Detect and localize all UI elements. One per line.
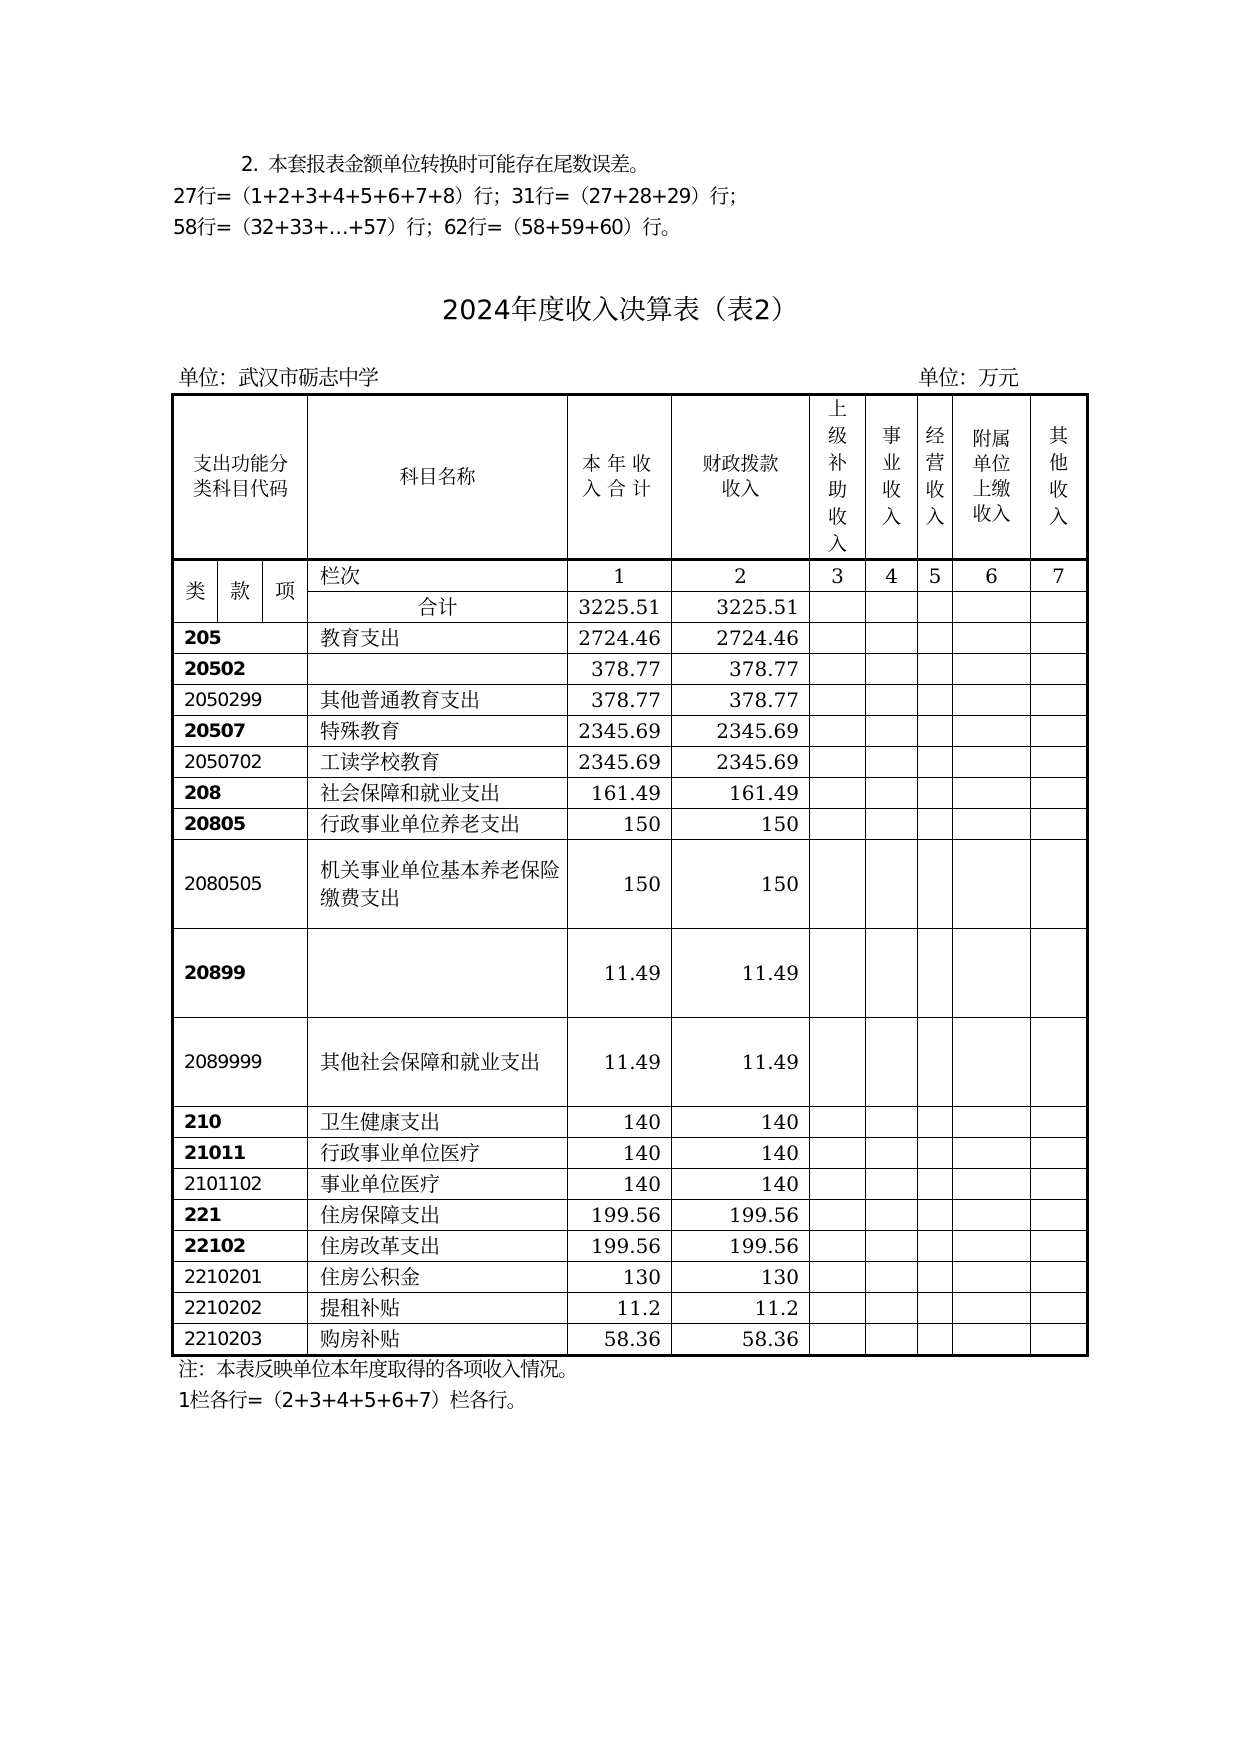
row-operation [918,1231,953,1262]
row-superior [810,840,866,929]
table-row [173,929,1088,1018]
row-affiliated [953,778,1031,809]
row-business [866,1324,918,1356]
row-fiscal: 2345.69 [672,747,810,778]
note-text: 本套报表金额单位转换时可能存在尾数误差。 [268,152,648,176]
row-code: 2101102 [173,1169,308,1200]
row-superior [810,1262,866,1293]
row-operation [918,1169,953,1200]
row-operation [918,716,953,747]
row-name: 提租补贴 [308,1293,568,1324]
row-name: 社会保障和就业支出 [308,778,568,809]
row-affiliated [953,929,1031,1018]
row-fiscal: 140 [672,1107,810,1138]
row-fiscal: 140 [672,1169,810,1200]
column-number-row [173,560,1088,592]
row-fiscal: 140 [672,1138,810,1169]
row-affiliated [953,1169,1031,1200]
row-operation [918,840,953,929]
row-other [1031,1293,1088,1324]
row-operation [918,1107,953,1138]
header-fiscal: 财政拨款收入 [672,395,810,560]
row-total: 140 [568,1107,672,1138]
row-superior [810,1324,866,1356]
row-operation [918,1018,953,1107]
row-total: 150 [568,809,672,840]
col-number-1: 1 [568,560,672,592]
row-name: 工读学校教育 [308,747,568,778]
row-name: 行政事业单位医疗 [308,1138,568,1169]
header-code: 支出功能分类科目代码 [173,395,308,560]
row-affiliated [953,1018,1031,1107]
row-operation [918,1138,953,1169]
row-total: 11.2 [568,1293,672,1324]
table-row [173,1169,1088,1200]
row-total: 161.49 [568,778,672,809]
row-total: 378.77 [568,654,672,685]
table-row [173,1231,1088,1262]
col-number-6: 6 [953,560,1031,592]
row-affiliated [953,1200,1031,1231]
row-operation [918,1324,953,1356]
row-fiscal: 378.77 [672,685,810,716]
row-name: 住房改革支出 [308,1231,568,1262]
row-fiscal: 2724.46 [672,623,810,654]
row-superior [810,654,866,685]
row-business [866,623,918,654]
row-business [866,716,918,747]
row-code: 205 [173,623,308,654]
row-code: 2080505 [173,840,308,929]
sum-row [173,592,1088,623]
table-row [173,1018,1088,1107]
row-total: 199.56 [568,1200,672,1231]
row-total: 130 [568,1262,672,1293]
row-name: 其他普通教育支出 [308,685,568,716]
col-number-2: 2 [672,560,810,592]
row-superior [810,1293,866,1324]
row-name [308,929,568,1018]
header-xiang: 项 [263,560,308,623]
row-business [866,929,918,1018]
row-operation [918,929,953,1018]
table-row [173,1200,1088,1231]
sum-col5 [918,592,953,623]
row-code: 2089999 [173,1018,308,1107]
row-affiliated [953,623,1031,654]
row-other [1031,654,1088,685]
sum-col4 [866,592,918,623]
row-affiliated [953,809,1031,840]
row-total: 11.49 [568,929,672,1018]
col-number-5: 5 [918,560,953,592]
note-line-1 [212,148,648,177]
row-other [1031,1107,1088,1138]
row-code: 22102 [173,1231,308,1262]
row-code: 221 [173,1200,308,1231]
header-business: 事业收入 [866,395,918,560]
row-total: 150 [568,840,672,929]
row-other [1031,778,1088,809]
row-fiscal: 58.36 [672,1324,810,1356]
row-code: 2050702 [173,747,308,778]
row-other [1031,1231,1088,1262]
row-code: 20805 [173,809,308,840]
row-name: 住房保障支出 [308,1200,568,1231]
row-name [308,654,568,685]
row-fiscal: 378.77 [672,654,810,685]
table-row [173,747,1088,778]
row-operation [918,1293,953,1324]
row-superior [810,623,866,654]
row-total: 11.49 [568,1018,672,1107]
sum-col3 [810,592,866,623]
note-line-2: 27行=（1+2+3+4+5+6+7+8）行；31行=（27+28+29）行； [173,184,748,208]
row-other [1031,685,1088,716]
row-total: 199.56 [568,1231,672,1262]
row-other [1031,1138,1088,1169]
col-number-3: 3 [810,560,866,592]
row-business [866,1262,918,1293]
row-business [866,1138,918,1169]
row-total: 2724.46 [568,623,672,654]
row-business [866,840,918,929]
row-total: 2345.69 [568,747,672,778]
row-superior [810,1200,866,1231]
row-code: 2210201 [173,1262,308,1293]
row-other [1031,1018,1088,1107]
row-business [866,1200,918,1231]
row-superior [810,716,866,747]
row-operation [918,654,953,685]
footnote-1: 注：本表反映单位本年度取得的各项收入情况。 [178,1357,577,1381]
row-other [1031,1200,1088,1231]
row-other [1031,929,1088,1018]
col-number-4: 4 [866,560,918,592]
row-superior [810,1107,866,1138]
row-name: 机关事业单位基本养老保险缴费支出 [308,840,568,929]
row-superior [810,778,866,809]
header-operation: 经营收入 [918,395,953,560]
row-affiliated [953,1107,1031,1138]
unit-currency: 单位：万元 [918,366,1018,390]
row-fiscal: 11.2 [672,1293,810,1324]
row-business [866,1231,918,1262]
row-affiliated [953,1262,1031,1293]
row-affiliated [953,1231,1031,1262]
row-affiliated [953,1138,1031,1169]
row-fiscal: 150 [672,809,810,840]
row-total: 378.77 [568,685,672,716]
row-fiscal: 11.49 [672,929,810,1018]
note-number: 2. [240,152,258,176]
sum-fiscal: 3225.51 [672,592,810,623]
table-row [173,1262,1088,1293]
row-code: 2050299 [173,685,308,716]
row-code: 2210203 [173,1324,308,1356]
row-code: 210 [173,1107,308,1138]
table-row [173,1324,1088,1356]
row-affiliated [953,1324,1031,1356]
row-superior [810,685,866,716]
row-name: 事业单位医疗 [308,1169,568,1200]
header-superior: 上级补助收入 [810,395,866,560]
footnote-2: 1栏各行=（2+3+4+5+6+7）栏各行。 [178,1388,526,1412]
row-name: 住房公积金 [308,1262,568,1293]
row-other [1031,1262,1088,1293]
table-row [173,654,1088,685]
row-name: 卫生健康支出 [308,1107,568,1138]
row-total: 58.36 [568,1324,672,1356]
row-fiscal: 130 [672,1262,810,1293]
row-business [866,1293,918,1324]
page-title: 2024年度收入决算表（表2） [442,295,798,326]
row-code: 208 [173,778,308,809]
row-other [1031,840,1088,929]
row-business [866,1169,918,1200]
table-row [173,840,1088,929]
sum-total: 3225.51 [568,592,672,623]
unit-organization: 单位：武汉市砺志中学 [178,366,378,390]
row-business [866,809,918,840]
row-other [1031,716,1088,747]
table-row [173,1138,1088,1169]
row-other [1031,1169,1088,1200]
row-total: 140 [568,1169,672,1200]
header-lanci: 栏次 [308,560,568,592]
row-superior [810,1231,866,1262]
row-name: 行政事业单位养老支出 [308,809,568,840]
row-business [866,747,918,778]
row-operation [918,1262,953,1293]
sum-col6 [953,592,1031,623]
row-total: 140 [568,1138,672,1169]
row-business [866,685,918,716]
header-other: 其他收入 [1031,395,1088,560]
row-operation [918,747,953,778]
table-row [173,716,1088,747]
row-name: 其他社会保障和就业支出 [308,1018,568,1107]
row-code: 20899 [173,929,308,1018]
row-superior [810,1018,866,1107]
row-operation [918,685,953,716]
row-code: 20507 [173,716,308,747]
table-row [173,1107,1088,1138]
row-superior [810,747,866,778]
row-other [1031,747,1088,778]
header-affiliated: 附属单位上缴收入 [953,395,1031,560]
row-operation [918,778,953,809]
row-affiliated [953,716,1031,747]
row-operation [918,809,953,840]
row-other [1031,623,1088,654]
row-total: 2345.69 [568,716,672,747]
row-other [1031,809,1088,840]
row-affiliated [953,840,1031,929]
row-operation [918,623,953,654]
row-superior [810,1138,866,1169]
row-name: 购房补贴 [308,1324,568,1356]
row-business [866,778,918,809]
table-row [173,685,1088,716]
note-line-3: 58行=（32+33+…+57）行；62行=（58+59+60）行。 [173,215,680,239]
table-row [173,809,1088,840]
row-fiscal: 150 [672,840,810,929]
row-affiliated [953,747,1031,778]
row-superior [810,929,866,1018]
col-number-7: 7 [1031,560,1088,592]
row-name: 特殊教育 [308,716,568,747]
row-operation [918,1200,953,1231]
row-superior [810,809,866,840]
table-header-row [173,395,1088,560]
row-business [866,654,918,685]
table-row [173,1293,1088,1324]
row-affiliated [953,1293,1031,1324]
row-business [866,1018,918,1107]
row-code: 20502 [173,654,308,685]
header-total: 本年收入合计 [568,395,672,560]
sum-col7 [1031,592,1088,623]
row-fiscal: 199.56 [672,1200,810,1231]
income-table [171,393,1089,1357]
row-affiliated [953,685,1031,716]
header-kuan: 款 [218,560,263,623]
header-lei: 类 [173,560,218,623]
row-fiscal: 199.56 [672,1231,810,1262]
table-row [173,623,1088,654]
row-code: 2210202 [173,1293,308,1324]
row-other [1031,1324,1088,1356]
row-business [866,1107,918,1138]
row-fiscal: 11.49 [672,1018,810,1107]
sum-label: 合计 [308,592,568,623]
row-fiscal: 161.49 [672,778,810,809]
row-code: 21011 [173,1138,308,1169]
row-affiliated [953,654,1031,685]
row-superior [810,1169,866,1200]
row-name: 教育支出 [308,623,568,654]
table-row [173,778,1088,809]
header-name: 科目名称 [308,395,568,560]
row-fiscal: 2345.69 [672,716,810,747]
